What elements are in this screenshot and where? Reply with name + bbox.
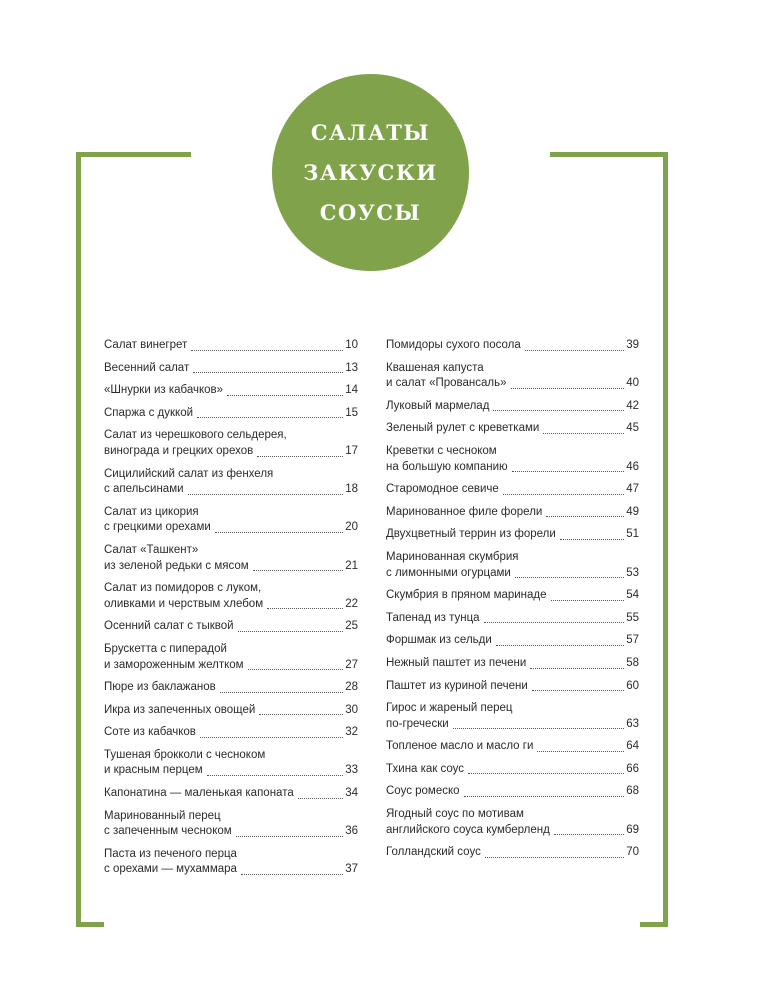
toc-entry[interactable] <box>386 679 639 695</box>
toc-entry-title-line: с апельсинами <box>104 483 184 496</box>
toc-entry-title-line: Брускетта с пиперадой <box>104 642 227 655</box>
toc-entry-title-line: Гирос и жареный перец <box>386 702 513 715</box>
toc-leader-dots <box>193 372 343 373</box>
toc-entry-title-line: оливками и черствым хлебом <box>104 597 264 610</box>
toc-page-number: 70 <box>626 846 639 859</box>
toc-entry-title-line: Креветки с чесноком <box>386 444 497 457</box>
toc-leader-dots <box>554 834 624 835</box>
toc-entry-title-line: Весенний салат <box>104 361 190 374</box>
toc-entry-title-line: по-гречески <box>386 717 449 730</box>
toc-entry[interactable] <box>104 725 358 741</box>
toc-leader-dots <box>515 577 624 578</box>
toc-leader-dots <box>496 645 624 646</box>
toc-leader-dots <box>503 494 624 495</box>
toc-entry[interactable] <box>386 444 639 475</box>
toc-page-number: 46 <box>626 460 639 473</box>
toc-entry[interactable] <box>104 680 358 696</box>
toc-leader-dots <box>200 737 343 738</box>
toc-page-number: 15 <box>345 406 358 419</box>
toc-entry-title-line: английского соуса кумберленд <box>386 823 550 836</box>
toc-entry-title-line: Ягодный соус по мотивам <box>386 808 524 821</box>
toc-entry-title-line: Салат из черешкового сельдерея, <box>104 429 287 442</box>
section-title-badge <box>272 74 469 271</box>
toc-leader-dots <box>546 516 624 517</box>
frame-right-top-bar <box>550 152 668 157</box>
toc-leader-dots <box>560 539 624 540</box>
toc-page-number: 39 <box>626 339 639 351</box>
toc-entry[interactable] <box>386 807 639 838</box>
toc-leader-dots <box>525 350 624 351</box>
toc-page-number: 58 <box>626 656 639 669</box>
toc-leader-dots <box>248 669 344 670</box>
toc-page-number: 27 <box>345 658 358 671</box>
toc-page-number: 36 <box>345 825 358 838</box>
toc-page-number: 51 <box>626 528 639 541</box>
toc-page-number: 25 <box>345 620 358 633</box>
toc-leader-dots <box>253 570 344 571</box>
toc-entry[interactable] <box>104 642 358 673</box>
frame-left-bottom-bar <box>76 922 104 927</box>
toc-entry-title-line: Пюре из баклажанов <box>104 681 216 694</box>
toc-entry-title-line: Тапенад из тунца <box>386 611 480 624</box>
toc-leader-dots <box>512 471 625 472</box>
toc-entry-title-line: Старомодное севиче <box>386 483 499 496</box>
toc-entry-title-line: Капонатина — маленькая капоната <box>104 787 294 800</box>
toc-page-number: 34 <box>345 787 358 800</box>
toc-page-number: 14 <box>345 384 358 397</box>
toc-entry-title-line: на большую компанию <box>386 460 508 473</box>
toc-entry[interactable] <box>104 467 358 498</box>
toc-page-number: 37 <box>345 863 358 876</box>
toc-leader-dots <box>259 714 343 715</box>
toc-page-number: 63 <box>626 717 639 730</box>
toc-leader-dots <box>241 874 343 875</box>
toc-page-number: 22 <box>345 597 358 610</box>
toc-entry[interactable] <box>386 762 639 778</box>
toc-leader-dots <box>453 728 625 729</box>
toc-leader-dots <box>484 622 625 623</box>
toc-page-number: 57 <box>626 634 639 647</box>
toc-leader-dots <box>207 775 344 776</box>
toc-entry[interactable] <box>386 739 639 755</box>
toc-entry-title-line: с грецкими орехами <box>104 521 211 534</box>
toc-entry-title-line: Тхина как соус <box>386 762 465 775</box>
toc-page-number: 47 <box>626 483 639 496</box>
toc-page-number: 45 <box>626 422 639 435</box>
toc-entry-title-line: Зеленый рулет с креветками <box>386 422 540 435</box>
toc-right-column <box>386 338 639 868</box>
toc-entry-title-line: Луковый мармелад <box>386 399 490 412</box>
toc-entry-title-line: Салат винегрет <box>104 339 188 351</box>
toc-entry-title-line: Салат из цикория <box>104 505 199 518</box>
toc-entry-title-line: Скумбрия в пряном маринаде <box>386 589 547 602</box>
toc-leader-dots <box>493 410 624 411</box>
toc-entry-title-line: Голландский соус <box>386 846 481 859</box>
toc-page-number: 54 <box>626 589 639 602</box>
toc-entry[interactable] <box>386 527 639 543</box>
toc-entry[interactable] <box>104 581 358 612</box>
toc-left-column <box>104 338 358 885</box>
toc-leader-dots <box>543 433 624 434</box>
toc-page-number: 20 <box>345 521 358 534</box>
toc-leader-dots <box>197 417 343 418</box>
frame-right-vertical-bar <box>663 152 668 927</box>
toc-page-number: 10 <box>345 339 358 351</box>
toc-entry[interactable] <box>386 361 639 392</box>
toc-entry[interactable] <box>104 428 358 459</box>
toc-entry[interactable] <box>104 543 358 574</box>
toc-page-number: 66 <box>626 762 639 775</box>
toc-entry-title-line: Помидоры сухого посола <box>386 339 521 351</box>
toc-entry-title-line: Соус ромеско <box>386 785 460 798</box>
toc-entry[interactable] <box>386 611 639 627</box>
toc-leader-dots <box>468 773 624 774</box>
toc-page-number: 33 <box>345 764 358 777</box>
section-title-line-2: ЗАКУСКИ <box>303 159 438 185</box>
toc-entry-title-line: Тушеная брокколи с чесноком <box>104 748 266 761</box>
toc-entry[interactable] <box>386 421 639 437</box>
toc-entry[interactable] <box>104 703 358 719</box>
toc-page-number: 28 <box>345 681 358 694</box>
toc-leader-dots <box>298 798 343 799</box>
toc-page-number: 55 <box>626 611 639 624</box>
toc-entry-title-line: Спаржа с дуккой <box>104 406 194 419</box>
toc-page-number: 13 <box>345 361 358 374</box>
toc-entry[interactable] <box>104 505 358 536</box>
toc-entry[interactable] <box>104 809 358 840</box>
toc-leader-dots <box>188 494 344 495</box>
toc-entry-title-line: с запеченным чесноком <box>104 825 232 838</box>
toc-page-number: 17 <box>345 444 358 457</box>
toc-page-number: 60 <box>626 679 639 692</box>
toc-entry[interactable] <box>104 406 358 422</box>
toc-leader-dots <box>267 608 343 609</box>
toc-leader-dots <box>530 668 624 669</box>
toc-entry-title-line: Салат «Ташкент» <box>104 543 199 556</box>
section-title-line-3: СОУСЫ <box>319 199 422 225</box>
toc-page-number: 21 <box>345 559 358 572</box>
toc-entry-title-line: Маринованная скумбрия <box>386 550 519 563</box>
toc-entry-title-line: Квашеная капуста <box>386 361 484 374</box>
toc-leader-dots <box>191 350 343 351</box>
toc-entry-title-line: и красным перцем <box>104 764 203 777</box>
toc-entry[interactable] <box>386 701 639 732</box>
toc-entry[interactable] <box>386 505 639 521</box>
toc-leader-dots <box>532 690 624 691</box>
toc-page-number: 32 <box>345 726 358 739</box>
toc-entry-title-line: Паста из печеного перца <box>104 847 237 860</box>
toc-entry[interactable] <box>104 619 358 635</box>
toc-page-number: 69 <box>626 823 639 836</box>
toc-entry-title-line: Салат из помидоров с луком, <box>104 582 262 595</box>
toc-entry-title-line: Икра из запеченных овощей <box>104 703 256 716</box>
toc-entry[interactable] <box>104 383 358 399</box>
toc-leader-dots <box>236 836 344 837</box>
frame-left-vertical-bar <box>76 152 81 927</box>
toc-entry-title-line: Двухцветный террин из форели <box>386 528 556 541</box>
toc-entry-title-line: с орехами — мухаммара <box>104 863 237 876</box>
toc-leader-dots <box>215 532 343 533</box>
toc-entry[interactable] <box>386 784 639 800</box>
toc-page-number: 42 <box>626 399 639 412</box>
toc-entry-title-line: Соте из кабачков <box>104 726 196 739</box>
toc-entry[interactable] <box>386 399 639 415</box>
toc-entry-title-line: Маринованное филе форели <box>386 505 543 518</box>
toc-entry[interactable] <box>104 786 358 802</box>
toc-entry-title-line: Осенний салат с тыквой <box>104 620 234 633</box>
toc-leader-dots <box>537 751 624 752</box>
toc-entry-title-line: Паштет из куриной печени <box>386 679 528 692</box>
toc-leader-dots <box>485 857 624 858</box>
toc-page-number: 30 <box>345 703 358 716</box>
toc-leader-dots <box>551 600 625 601</box>
toc-entry[interactable] <box>386 550 639 581</box>
toc-entry-title-line: из зеленой редьки с мясом <box>104 559 249 572</box>
toc-page-number: 53 <box>626 566 639 579</box>
section-title-line-1: САЛАТЫ <box>310 119 431 145</box>
toc-page-number: 49 <box>626 505 639 518</box>
toc-entry[interactable] <box>386 845 639 861</box>
toc-entry-title-line: «Шнурки из кабачков» <box>104 384 224 397</box>
toc-entry-title-line: и замороженным желтком <box>104 658 244 671</box>
toc-entry[interactable] <box>386 633 639 649</box>
toc-entry-title-line: Топленое масло и масло ги <box>386 740 534 753</box>
toc-leader-dots <box>220 692 344 693</box>
frame-left-top-bar <box>76 152 191 157</box>
toc-entry[interactable] <box>104 338 358 354</box>
toc-entry-title-line: винограда и грецких орехов <box>104 444 254 457</box>
toc-entry[interactable] <box>104 748 358 779</box>
toc-entry[interactable] <box>386 482 639 498</box>
toc-leader-dots <box>238 631 344 632</box>
toc-entry[interactable] <box>386 338 639 354</box>
toc-page-number: 18 <box>345 483 358 496</box>
toc-entry-title-line: с лимонными огурцами <box>386 566 511 579</box>
toc-entry[interactable] <box>386 588 639 604</box>
toc-entry[interactable] <box>386 656 639 672</box>
toc-entry-title-line: Маринованный перец <box>104 809 221 822</box>
toc-leader-dots <box>227 395 343 396</box>
toc-entry-title-line: Форшмак из сельди <box>386 634 492 647</box>
toc-page-number: 40 <box>626 377 639 390</box>
toc-entry-title-line: Сицилийский салат из фенхеля <box>104 467 274 480</box>
toc-entry-title-line: и салат «Провансаль» <box>386 377 507 390</box>
toc-page-number: 68 <box>626 785 639 798</box>
toc-leader-dots <box>511 388 625 389</box>
toc-leader-dots <box>257 456 343 457</box>
toc-entry[interactable] <box>104 361 358 377</box>
toc-leader-dots <box>464 796 625 797</box>
frame-right-bottom-bar <box>640 922 668 927</box>
toc-page-number: 64 <box>626 740 639 753</box>
toc-entry-title-line: Нежный паштет из печени <box>386 656 527 669</box>
toc-entry[interactable] <box>104 847 358 878</box>
